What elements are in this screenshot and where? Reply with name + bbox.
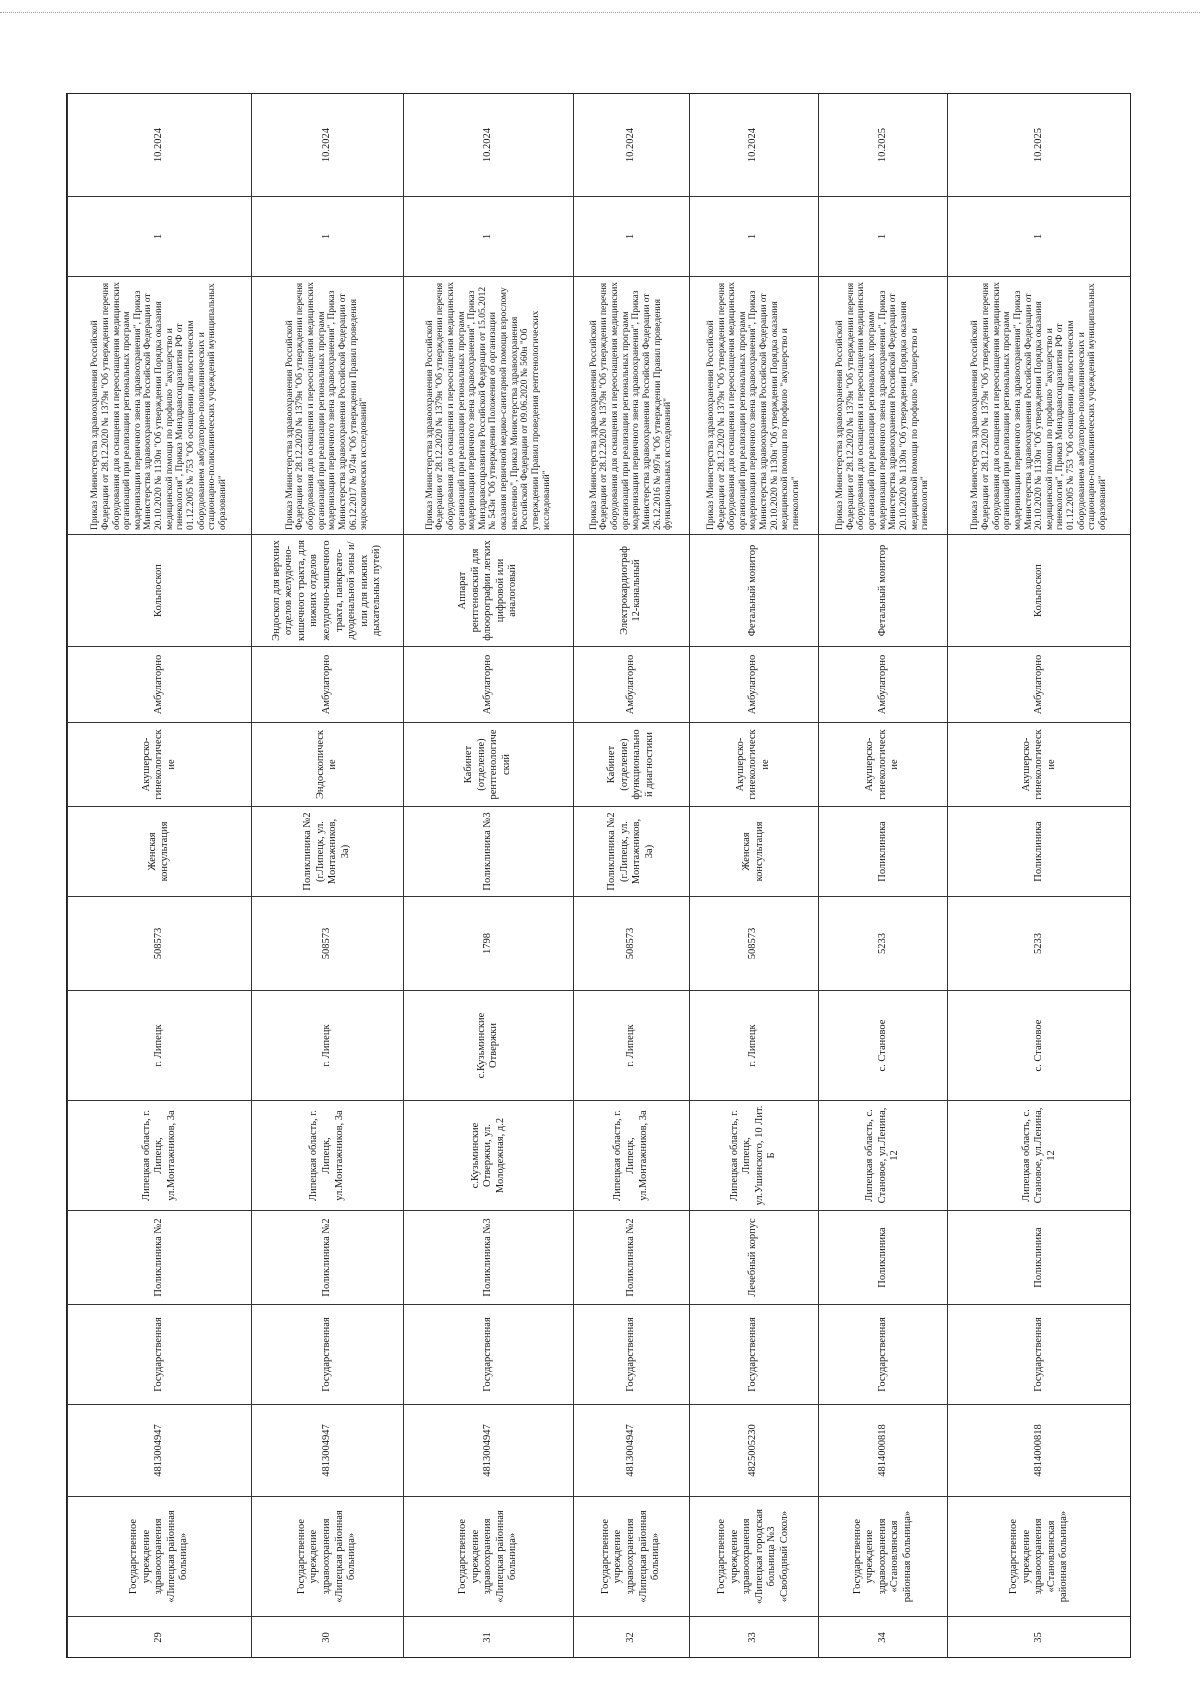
division-cell: Поликлиника №2 (68, 1211, 252, 1305)
date-cell: 10.2025 (818, 94, 947, 197)
address-cell: Липецкая область, г. Липецк, ул.Ушинского, 10 Лит. Б (689, 1101, 818, 1211)
scan-top-edge-line (0, 12, 1200, 13)
inn-cell: 4825005230 (689, 1405, 818, 1497)
unit-cell: Женская консультация (689, 807, 818, 897)
population-cell: 508573 (68, 897, 252, 991)
row-number-cell: 34 (818, 1617, 947, 1659)
profile-cell: Эндоскопическ ие (251, 723, 403, 807)
legal-basis-cell: Приказ Министерства здравоохранения Российской Федерации от 28.12.2020 № 1379н "Об утверждении перечня оборудования для оснащения и переоснащения медицинских организаций при реализации региональных программ модернизации первичного звена здравоохранения", Приказ Министерства здравоохранения Российской Федерации от 26.12.2016 № 997н "Об утверждении Правил проведения функциональных исследований" (574, 277, 690, 535)
equipment-table (67, 93, 1131, 1658)
locality-cell: с.Кузьминские Отвержки (403, 991, 573, 1101)
table-row (574, 94, 690, 1659)
unit-cell: Поликлиника №2 (г.Липецк, ул. Монтажников, 3а) (574, 807, 690, 897)
institution-cell: Государственное учреждение здравоохранения «Становлянская районная больница» (818, 1497, 947, 1617)
unit-cell: Поликлиника №3 (403, 807, 573, 897)
address-cell: с.Кузьминские Отвержки, ул. Молодежная, д.2 (403, 1101, 573, 1211)
care-type-cell: Амбулаторно (689, 647, 818, 723)
population-cell: 508573 (574, 897, 690, 991)
ownership-cell: Государственная (68, 1305, 252, 1405)
institution-cell: Государственное учреждение здравоохранения «Липецкая районная больница» (68, 1497, 252, 1617)
equipment-cell: Кольпоскоп (948, 535, 1131, 647)
ownership-cell: Государственная (818, 1305, 947, 1405)
address-cell: Липецкая область, с. Становое, ул.Ленина, 12 (818, 1101, 947, 1211)
unit-cell: Женская консультация (68, 807, 252, 897)
unit-cell: Поликлиника (948, 807, 1131, 897)
inn-cell: 4813004947 (574, 1405, 690, 1497)
unit-cell: Поликлиника (818, 807, 947, 897)
legal-basis-cell: Приказ Министерства здравоохранения Российской Федерации от 28.12.2020 № 1379н "Об утверждении перечня оборудования для оснащения и переоснащения медицинских организаций при реализации региональных программ модернизации первичного звена здравоохранения", Приказ Министерства здравоохранения Российской Федерации от 20.10.2020 № 1130н "Об утверждении Порядка оказания медицинской помощи по профилю "акушерство и гинекология", Приказ Минздравсоцразвития РФ от 01.12.2005 № 753 "Об оснащении диагностическим оборудованием амбулаторно-поликлинических и стационарно-поликлинических учреждений муниципальных образований" (68, 277, 252, 535)
profile-cell: Кабинет (отделение) функционально й диагностики (574, 723, 690, 807)
quantity-cell: 1 (689, 197, 818, 277)
table-row (689, 94, 818, 1659)
table-body (68, 94, 1132, 1659)
ownership-cell: Государственная (689, 1305, 818, 1405)
equipment-cell: Кольпоскоп (68, 535, 252, 647)
ownership-cell: Государственная (251, 1305, 403, 1405)
quantity-cell: 1 (948, 197, 1131, 277)
date-cell: 10.2025 (948, 94, 1131, 197)
institution-cell: Государственное учреждение здравоохранения «Липецкая районная больница» (403, 1497, 573, 1617)
division-cell: Поликлиника (948, 1211, 1131, 1305)
quantity-cell: 1 (818, 197, 947, 277)
equipment-cell: Аппарат рентгеновский для флюорографии легких цифровой или аналоговый (403, 535, 573, 647)
institution-cell: Государственное учреждение здравоохранения «Липецкая районная больница» (574, 1497, 690, 1617)
date-cell: 10.2024 (689, 94, 818, 197)
profile-cell: Акушерско-гинекологическ ие (68, 723, 252, 807)
inn-cell: 4813004947 (68, 1405, 252, 1497)
date-cell: 10.2024 (403, 94, 573, 197)
locality-cell: г. Липецк (251, 991, 403, 1101)
table-row (68, 94, 252, 1659)
inn-cell: 4813004947 (251, 1405, 403, 1497)
row-number-cell: 30 (251, 1617, 403, 1659)
date-cell: 10.2024 (68, 94, 252, 197)
care-type-cell: Амбулаторно (68, 647, 252, 723)
profile-cell: Акушерско-гинекологическ ие (818, 723, 947, 807)
locality-cell: с. Становое (948, 991, 1131, 1101)
table-row (251, 94, 403, 1659)
date-cell: 10.2024 (574, 94, 690, 197)
locality-cell: г. Липецк (68, 991, 252, 1101)
locality-cell: с. Становое (818, 991, 947, 1101)
population-cell: 508573 (251, 897, 403, 991)
legal-basis-cell: Приказ Министерства здравоохранения Российской Федерации от 28.12.2020 № 1379н "Об утверждении перечня оборудования для оснащения и переоснащения медицинских организаций при реализации региональных программ модернизации первичного звена здравоохранения", Приказ Министерства здравоохранения Российской Федерации от 06.12.2017 № 974н "Об утверждении Правил проведения эндоскопических исследований" (251, 277, 403, 535)
address-cell: Липецкая область, г. Липецк, ул.Монтажников, 3а (251, 1101, 403, 1211)
address-cell: Липецкая область, с. Становое, ул.Ленина, 12 (948, 1101, 1131, 1211)
population-cell: 1798 (403, 897, 573, 991)
row-number-cell: 33 (689, 1617, 818, 1659)
division-cell: Поликлиника №2 (251, 1211, 403, 1305)
division-cell: Поликлиника №2 (574, 1211, 690, 1305)
row-number-cell: 31 (403, 1617, 573, 1659)
institution-cell: Государственное учреждение здравоохранения «Липецкая районная больница» (251, 1497, 403, 1617)
division-cell: Поликлиника №3 (403, 1211, 573, 1305)
inn-cell: 4814000818 (818, 1405, 947, 1497)
legal-basis-cell: Приказ Министерства здравоохранения Российской Федерации от 28.12.2020 № 1379н "Об утверждении перечня оборудования для оснащения и переоснащения медицинских организаций при реализации региональных программ модернизации первичного звена здравоохранения", Приказ Министерства здравоохранения Российской Федерации от 20.10.2020 № 1130н "Об утверждении Порядка оказания медицинской помощи по профилю "акушерство и гинекология" (818, 277, 947, 535)
address-cell: Липецкая область, г. Липецк, ул.Монтажников, 3а (574, 1101, 690, 1211)
unit-cell: Поликлиника №2 (г.Липецк, ул. Монтажников, 3а) (251, 807, 403, 897)
legal-basis-cell: Приказ Министерства здравоохранения Российской Федерации от 28.12.2020 № 1379н "Об утверждении перечня оборудования для оснащения и переоснащения медицинских организаций при реализации региональных программ модернизации первичного звена здравоохранения", Приказ Министерства здравоохранения Российской Федерации от 20.10.2020 № 1130н "Об утверждении Порядка оказания медицинской помощи по профилю "акушерство и гинекология" (689, 277, 818, 535)
inn-cell: 4813004947 (403, 1405, 573, 1497)
care-type-cell: Амбулаторно (251, 647, 403, 723)
table-row (948, 94, 1131, 1659)
profile-cell: Акушерско-гинекологическ ие (689, 723, 818, 807)
address-cell: Липецкая область, г. Липецк, ул.Монтажников, 3а (68, 1101, 252, 1211)
population-cell: 508573 (689, 897, 818, 991)
locality-cell: г. Липецк (574, 991, 690, 1101)
division-cell: Лечебный корпус (689, 1211, 818, 1305)
table-row (403, 94, 573, 1659)
care-type-cell: Амбулаторно (403, 647, 573, 723)
care-type-cell: Амбулаторно (818, 647, 947, 723)
institution-cell: Государственное учреждение здравоохранения «Становлянская районная больница» (948, 1497, 1131, 1617)
division-cell: Поликлиника (818, 1211, 947, 1305)
date-cell: 10.2024 (251, 94, 403, 197)
profile-cell: Кабинет (отделение) рентгенологиче ский (403, 723, 573, 807)
row-number-cell: 35 (948, 1617, 1131, 1659)
row-number-cell: 29 (68, 1617, 252, 1659)
population-cell: 5233 (818, 897, 947, 991)
ownership-cell: Государственная (403, 1305, 573, 1405)
ownership-cell: Государственная (574, 1305, 690, 1405)
profile-cell: Акушерско-гинекологическ ие (948, 723, 1131, 807)
table-row (818, 94, 947, 1659)
institution-cell: Государственное учреждение здравоохранения «Липецкая городская больница №3 «Свободный Сокол» (689, 1497, 818, 1617)
population-cell: 5233 (948, 897, 1131, 991)
legal-basis-cell: Приказ Министерства здравоохранения Российской Федерации от 28.12.2020 № 1379н "Об утверждении перечня оборудования для оснащения и переоснащения медицинских организаций при реализации региональных программ модернизации первичного звена здравоохранения", Приказ Министерства здравоохранения Российской Федерации от 20.10.2020 № 1130н "Об утверждении Порядка оказания медицинской помощи по профилю "акушерство и гинекология", Приказ Минздравсоцразвития РФ от 01.12.2005 № 753 "Об оснащении диагностическим оборудованием амбулаторно-поликлинических и стационарно-поликлинических учреждений муниципальных образований" (948, 277, 1131, 535)
equipment-cell: Эндоскоп для верхних отделов желудочно-кишечного тракта, для нижних отделов желудочно-кишечного тракта, панкреато-дуоденальной зоны и/или для нижних дыхательных путей) (251, 535, 403, 647)
quantity-cell: 1 (68, 197, 252, 277)
legal-basis-cell: Приказ Министерства здравоохранения Российской Федерации от 28.12.2020 № 1379н "Об утверждении перечня оборудования для оснащения и переоснащения медицинских организаций при реализации региональных программ модернизации первичного звена здравоохранения", Приказ Минздравсоцразвития Российской Федерации от 15.05.2012 № 543н "Об утверждении Положения об организации оказания первичной медико-санитарной помощи взрослому населению", Приказ Министерства здравоохранения Российской Федерации от 09.06.2020 № 560н "Об утверждении Правил проведения рентгенологических исследований" (403, 277, 573, 535)
rotated-table-container (67, 94, 1131, 1658)
equipment-cell: Фетальный монитор (689, 535, 818, 647)
quantity-cell: 1 (403, 197, 573, 277)
quantity-cell: 1 (251, 197, 403, 277)
quantity-cell: 1 (574, 197, 690, 277)
locality-cell: г. Липецк (689, 991, 818, 1101)
ownership-cell: Государственная (948, 1305, 1131, 1405)
inn-cell: 4814000818 (948, 1405, 1131, 1497)
care-type-cell: Амбулаторно (574, 647, 690, 723)
equipment-table-page (66, 93, 1131, 1658)
equipment-cell: Фетальный монитор (818, 535, 947, 647)
equipment-cell: Электрокардиограф 12-канальный (574, 535, 690, 647)
row-number-cell: 32 (574, 1617, 690, 1659)
care-type-cell: Амбулаторно (948, 647, 1131, 723)
